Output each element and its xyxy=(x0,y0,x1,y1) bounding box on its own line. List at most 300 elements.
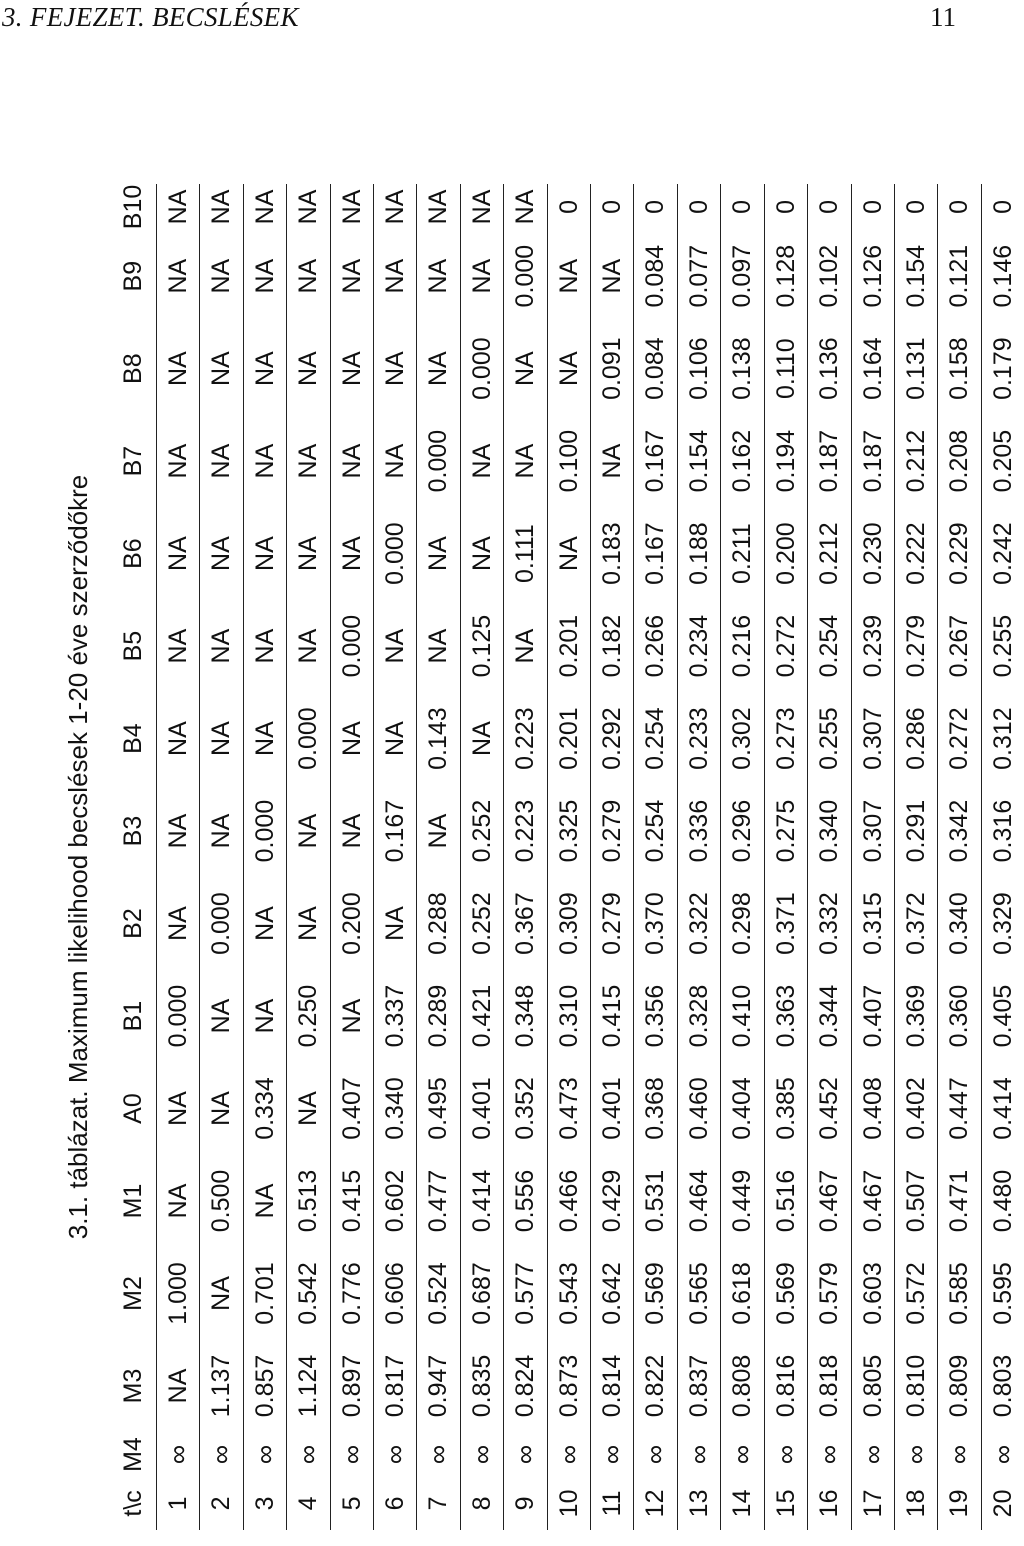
table-cell: 0.200 xyxy=(771,522,800,585)
table-row xyxy=(200,184,243,1530)
infinity-cell: ∞ xyxy=(336,1444,367,1465)
table-cell: NA xyxy=(337,813,366,849)
table-cell: NA xyxy=(424,628,453,664)
table-row xyxy=(677,184,720,1530)
table-cell: 0.414 xyxy=(988,1077,1017,1140)
table-cell: 0.595 xyxy=(988,1262,1017,1325)
table-cell: 0.126 xyxy=(858,244,887,308)
table-row xyxy=(721,184,764,1530)
table-cell: 0.569 xyxy=(641,1262,670,1325)
infinity-cell: ∞ xyxy=(814,1444,845,1465)
table-cell: 0.315 xyxy=(858,892,887,955)
table-cell: NA xyxy=(207,721,236,756)
table-cell: 0.097 xyxy=(728,244,757,308)
table-cell: 1.137 xyxy=(207,1354,236,1418)
table-cell: 0.242 xyxy=(988,522,1017,585)
table-cell: 0.340 xyxy=(945,892,974,955)
table-cell: 0.471 xyxy=(945,1169,974,1233)
table-cell: 0.402 xyxy=(901,1077,930,1140)
table-cell: 0.452 xyxy=(815,1077,844,1140)
table-cell: 0.606 xyxy=(381,1262,410,1325)
table-cell: 0.542 xyxy=(294,1262,323,1325)
table-cell: 0.368 xyxy=(641,1077,670,1140)
table-cell: 0.279 xyxy=(598,892,627,955)
table-cell: 0.179 xyxy=(988,337,1017,400)
table-cell: NA xyxy=(207,1091,236,1126)
row-index-cell: 9 xyxy=(511,1496,540,1511)
table-cell: NA xyxy=(164,1091,192,1126)
table-cell: 0.460 xyxy=(684,1077,713,1140)
table-cell: 0.495 xyxy=(424,1077,453,1140)
table-cell: 0 xyxy=(771,200,800,214)
infinity-cell: ∞ xyxy=(640,1444,671,1465)
table-cell: 0.162 xyxy=(728,429,757,493)
infinity-cell: ∞ xyxy=(249,1444,280,1465)
infinity-cell: ∞ xyxy=(987,1444,1018,1465)
infinity-cell: ∞ xyxy=(683,1444,714,1465)
table-row xyxy=(243,184,286,1530)
table-cell: 0.477 xyxy=(424,1169,453,1233)
table-cell: 0.808 xyxy=(728,1354,757,1418)
table-cell: 0.602 xyxy=(381,1169,410,1233)
table-cell: 0.000 xyxy=(207,892,236,955)
row-index-cell: 11 xyxy=(598,1490,627,1517)
table-cell: 0.410 xyxy=(728,984,757,1048)
table-cell: 0.618 xyxy=(728,1262,757,1325)
table-cell: 0.385 xyxy=(771,1077,800,1140)
table-cell: 0.110 xyxy=(771,338,800,399)
column-header: B5 xyxy=(119,630,147,662)
column-header: B4 xyxy=(119,723,147,754)
table-cell: NA xyxy=(554,536,583,571)
table-cell: 0.230 xyxy=(858,522,887,585)
table-cell: 0.524 xyxy=(424,1262,453,1325)
table-cell: 0.279 xyxy=(901,614,930,678)
table-cell: 0.507 xyxy=(901,1169,930,1233)
table-cell: NA xyxy=(294,628,323,664)
row-index-cell: 12 xyxy=(641,1489,670,1518)
table-cell: NA xyxy=(294,1091,323,1126)
table-row xyxy=(287,184,330,1530)
table-cell: 0.467 xyxy=(858,1169,887,1233)
table-cell: NA xyxy=(207,813,236,849)
table-cell: 0.084 xyxy=(641,337,670,400)
table-cell: 0 xyxy=(728,200,757,214)
table-cell: NA xyxy=(207,443,236,479)
table-cell: 0.158 xyxy=(945,337,974,400)
column-header: A0 xyxy=(119,1093,147,1124)
table-cell: 0.344 xyxy=(815,984,844,1048)
table-cell: NA xyxy=(250,998,279,1034)
table-cell: NA xyxy=(598,443,627,479)
table-cell: 0.805 xyxy=(858,1354,887,1418)
table-cell: 0.138 xyxy=(728,337,757,400)
infinity-cell: ∞ xyxy=(900,1444,931,1465)
table-cell: 0.211 xyxy=(728,523,757,584)
table-cell: NA xyxy=(424,351,453,386)
table-cell: 0.272 xyxy=(771,614,800,678)
table-cell: 0.818 xyxy=(815,1354,844,1418)
table-cell: 0.254 xyxy=(641,707,670,770)
table-cell: 0.447 xyxy=(945,1077,974,1140)
table-row xyxy=(764,184,807,1530)
row-index-cell: 2 xyxy=(207,1496,236,1511)
table-cell: NA xyxy=(294,443,323,479)
table-cell: NA xyxy=(207,998,236,1034)
table-cell: 0.084 xyxy=(641,244,670,308)
table-cell: 0.164 xyxy=(858,337,887,400)
table-cell: 0.897 xyxy=(337,1354,366,1418)
table-cell: NA xyxy=(424,258,453,294)
table-cell: 0.401 xyxy=(598,1077,627,1140)
table-cell: 0.229 xyxy=(945,522,974,585)
table-cell: 0.340 xyxy=(381,1077,410,1140)
table-row xyxy=(374,184,417,1530)
table-cell: NA xyxy=(250,628,279,664)
table-cell: 0.837 xyxy=(684,1354,713,1418)
table-cell: 0.407 xyxy=(337,1077,366,1140)
row-index-cell: 5 xyxy=(337,1496,366,1511)
table-cell: NA xyxy=(250,1183,279,1219)
column-header: B1 xyxy=(119,1000,147,1032)
table-cell: 0.077 xyxy=(684,244,713,308)
table-cell: 0.201 xyxy=(554,707,583,770)
table-cell: 0.367 xyxy=(511,892,540,955)
table-cell: NA xyxy=(164,813,192,849)
table-cell: NA xyxy=(250,721,279,756)
table-cell: 0.250 xyxy=(294,984,323,1048)
table-cell: NA xyxy=(424,189,453,225)
infinity-cell: ∞ xyxy=(770,1444,801,1465)
table-cell: NA xyxy=(337,443,366,479)
table-cell: 0.531 xyxy=(641,1169,670,1233)
table-cell: 0.000 xyxy=(467,337,496,400)
table-cell: NA xyxy=(164,628,192,664)
table-cell: 0.200 xyxy=(337,892,366,955)
table-cell: NA xyxy=(511,189,540,225)
table-cell: 0.291 xyxy=(901,799,930,863)
table-cell: 0.182 xyxy=(598,614,627,678)
table-row xyxy=(938,184,981,1530)
table-cell: 0 xyxy=(858,200,887,214)
table-cell: 0.415 xyxy=(337,1169,366,1233)
table-cell: 0.183 xyxy=(598,522,627,585)
table-cell: 0.146 xyxy=(988,244,1017,308)
row-index-cell: 1 xyxy=(164,1496,192,1511)
table-cell: 0.254 xyxy=(815,614,844,678)
table-cell: 0.579 xyxy=(815,1262,844,1325)
table-cell: 0.205 xyxy=(988,429,1017,493)
table-cell: NA xyxy=(511,351,540,386)
table-row xyxy=(894,184,937,1530)
table-cell: 0.466 xyxy=(554,1169,583,1233)
table-cell: 0.187 xyxy=(858,429,887,493)
table-cell: NA xyxy=(337,351,366,386)
column-header: B10 xyxy=(119,184,147,230)
row-index-cell: 3 xyxy=(250,1496,279,1511)
table-cell: 0.401 xyxy=(467,1077,496,1140)
row-index-cell: 10 xyxy=(554,1489,583,1518)
table-cell: 0 xyxy=(988,200,1017,214)
table-cell: 0.000 xyxy=(164,984,192,1048)
table-cell: 0.212 xyxy=(815,522,844,585)
table-cell: 0.194 xyxy=(771,429,800,493)
table-cell: 0.803 xyxy=(988,1354,1017,1418)
table-cell: 0.125 xyxy=(467,614,496,678)
table-cell: NA xyxy=(250,443,279,479)
table-cell: 0.332 xyxy=(815,892,844,955)
table-row xyxy=(547,184,590,1530)
table-cell: 0.352 xyxy=(511,1077,540,1140)
table-cell: 0.307 xyxy=(858,707,887,770)
table-cell: 0.239 xyxy=(858,614,887,678)
table-cell: 0.111 xyxy=(511,524,540,584)
table-cell: 0.407 xyxy=(858,984,887,1048)
row-index-cell: 8 xyxy=(467,1496,496,1511)
table-cell: 0.286 xyxy=(901,707,930,770)
table-cell: 0.585 xyxy=(945,1262,974,1325)
table-cell: NA xyxy=(511,628,540,664)
page-number: 11 xyxy=(930,2,956,32)
table-cell: 0.822 xyxy=(641,1354,670,1418)
table-caption: 3.1. táblázat. Maximum likelihood becslések 1-20 éve szerződőkre xyxy=(63,474,93,1240)
table-cell: 0.429 xyxy=(598,1169,627,1233)
table-cell: NA xyxy=(250,906,279,941)
column-header: M3 xyxy=(119,1368,147,1404)
table-cell: 0 xyxy=(641,200,670,214)
row-index-cell: 7 xyxy=(424,1496,453,1511)
table-cell: 0.255 xyxy=(988,614,1017,678)
table-cell: NA xyxy=(164,351,192,386)
table-cell: NA xyxy=(554,351,583,386)
table-cell: NA xyxy=(381,189,410,225)
table-cell: 0.516 xyxy=(771,1169,800,1233)
table-cell: 1.124 xyxy=(294,1354,323,1418)
table-cell: 0.348 xyxy=(511,984,540,1048)
table-cell: NA xyxy=(294,351,323,386)
table-cell: 0.000 xyxy=(424,429,453,493)
table-cell: 0.334 xyxy=(250,1077,279,1140)
row-index-cell: 4 xyxy=(294,1496,323,1511)
table-cell: 0.131 xyxy=(901,337,930,400)
table-cell: 0.325 xyxy=(554,799,583,863)
table-cell: 0.252 xyxy=(467,799,496,863)
table-cell: NA xyxy=(164,258,192,294)
table-cell: 0.298 xyxy=(728,892,757,955)
table-body xyxy=(157,184,1024,1530)
table-cell: NA xyxy=(424,536,453,571)
table-cell: 0.223 xyxy=(511,799,540,863)
table-cell: 0.272 xyxy=(945,707,974,770)
table-cell: NA xyxy=(467,189,496,225)
table-cell: NA xyxy=(381,906,410,941)
table-cell: 0.464 xyxy=(684,1169,713,1233)
row-index-cell: 6 xyxy=(381,1496,410,1511)
infinity-cell: ∞ xyxy=(466,1444,497,1465)
table-cell: 0.642 xyxy=(598,1262,627,1325)
table-cell: 0.222 xyxy=(901,522,930,585)
table-row xyxy=(504,184,547,1530)
table-cell: 0.810 xyxy=(901,1354,930,1418)
table-cell: 0.543 xyxy=(554,1262,583,1325)
table-cell: 0.289 xyxy=(424,984,453,1048)
table-cell: 0.188 xyxy=(684,522,713,585)
table-cell: NA xyxy=(381,443,410,479)
running-header xyxy=(0,0,960,40)
table-cell: 1.000 xyxy=(164,1262,192,1325)
table-cell: 0.312 xyxy=(988,707,1017,770)
table-cell: 0.814 xyxy=(598,1354,627,1418)
table-cell: 0.307 xyxy=(858,799,887,863)
table-cell: 0.167 xyxy=(641,429,670,493)
table-cell: 0.208 xyxy=(945,429,974,493)
table-cell: NA xyxy=(294,536,323,571)
table-cell: 0.000 xyxy=(381,522,410,585)
table-cell: 0.816 xyxy=(771,1354,800,1418)
table-cell: 0.363 xyxy=(771,984,800,1048)
table-cell: 0.513 xyxy=(294,1169,323,1233)
table-cell: 0.288 xyxy=(424,892,453,955)
table-cell: 0.309 xyxy=(554,892,583,955)
table-cell: NA xyxy=(207,189,236,225)
table-cell: NA xyxy=(250,536,279,571)
table-cell: NA xyxy=(294,813,323,849)
table-cell: 0.234 xyxy=(684,614,713,678)
table-cell: 0.565 xyxy=(684,1262,713,1325)
table-cell: 0.337 xyxy=(381,984,410,1048)
table-cell: 0.000 xyxy=(337,614,366,678)
table-cell: 0.100 xyxy=(554,429,583,493)
table-cell: 0.128 xyxy=(771,244,800,308)
table-cell: 0.255 xyxy=(815,707,844,770)
table-cell: NA xyxy=(294,906,323,941)
table-cell: 0.296 xyxy=(728,799,757,863)
table-cell: NA xyxy=(337,721,366,756)
table-cell: 0.275 xyxy=(771,799,800,863)
column-header: M2 xyxy=(119,1276,147,1311)
table-cell: 0 xyxy=(598,200,627,214)
table-cell: NA xyxy=(164,536,192,571)
column-header: M1 xyxy=(119,1183,147,1219)
table-row xyxy=(634,184,677,1530)
table-cell: 0.776 xyxy=(337,1262,366,1325)
table-cell: 0.701 xyxy=(250,1262,279,1325)
table-cell: 0.310 xyxy=(554,984,583,1048)
column-header: B2 xyxy=(119,908,147,939)
row-index-cell: 15 xyxy=(771,1489,800,1518)
rotated-table-block xyxy=(50,184,1018,1530)
table-cell: NA xyxy=(381,351,410,386)
table-cell: NA xyxy=(554,258,583,294)
table-cell: NA xyxy=(467,536,496,571)
table-cell: 0.480 xyxy=(988,1169,1017,1233)
table-cell: NA xyxy=(207,628,236,664)
table-cell: 0.292 xyxy=(598,707,627,770)
table-cell: 0.408 xyxy=(858,1077,887,1140)
table-cell: NA xyxy=(207,536,236,571)
table-row xyxy=(460,184,503,1530)
table-cell: 0.340 xyxy=(815,799,844,863)
table-cell: 0.414 xyxy=(467,1169,496,1233)
table-cell: NA xyxy=(381,258,410,294)
table-cell: NA xyxy=(467,443,496,479)
row-index-cell: 13 xyxy=(684,1489,713,1518)
table-cell: NA xyxy=(164,1368,192,1404)
table-cell: 0.835 xyxy=(467,1354,496,1418)
table-row xyxy=(981,184,1024,1530)
table-cell: NA xyxy=(337,258,366,294)
table-cell: 0 xyxy=(901,200,930,214)
table-row xyxy=(417,184,460,1530)
row-index-cell: 17 xyxy=(858,1489,887,1518)
table-cell: 0.167 xyxy=(641,522,670,585)
table-cell: 0.947 xyxy=(424,1354,453,1418)
table-cell: 0.857 xyxy=(250,1354,279,1418)
table-cell: 0.000 xyxy=(250,799,279,863)
table-cell: 0.091 xyxy=(598,337,627,400)
table-cell: NA xyxy=(207,1276,236,1311)
table-cell: 0.266 xyxy=(641,614,670,678)
column-header: B9 xyxy=(119,260,147,292)
table-cell: 0.000 xyxy=(294,707,323,770)
table-cell: NA xyxy=(381,628,410,664)
table-cell: 0.336 xyxy=(684,799,713,863)
table-row xyxy=(808,184,851,1530)
table-cell: 0.328 xyxy=(684,984,713,1048)
table-cell: 0.121 xyxy=(945,244,974,308)
table-cell: NA xyxy=(294,189,323,225)
table-cell: 0.603 xyxy=(858,1262,887,1325)
row-index-cell: 18 xyxy=(901,1489,930,1518)
table-cell: NA xyxy=(337,536,366,571)
table-row xyxy=(851,184,894,1530)
table-cell: NA xyxy=(250,258,279,294)
table-cell: 0.404 xyxy=(728,1077,757,1140)
table-cell: NA xyxy=(164,906,192,941)
table-cell: 0.187 xyxy=(815,429,844,493)
table-cell: 0.254 xyxy=(641,799,670,863)
table-cell: NA xyxy=(337,189,366,225)
table-cell: NA xyxy=(164,1183,192,1219)
table-cell: 0.817 xyxy=(381,1354,410,1418)
column-header: B6 xyxy=(119,538,147,569)
table-cell: NA xyxy=(250,189,279,225)
table-cell: 0.473 xyxy=(554,1077,583,1140)
table-cell: 0.372 xyxy=(901,892,930,955)
table-cell: NA xyxy=(164,189,192,225)
table-cell: 0.577 xyxy=(511,1262,540,1325)
infinity-cell: ∞ xyxy=(857,1444,888,1465)
table-cell: 0.824 xyxy=(511,1354,540,1418)
table-cell: 0.000 xyxy=(511,244,540,308)
infinity-cell: ∞ xyxy=(727,1444,758,1465)
table-cell: 0 xyxy=(684,200,713,214)
row-index-cell: 20 xyxy=(988,1489,1017,1518)
table-cell: 0.223 xyxy=(511,707,540,770)
table-cell: 0.167 xyxy=(381,799,410,863)
column-header: B3 xyxy=(119,815,147,847)
table-cell: 0.873 xyxy=(554,1354,583,1418)
table-cell: 0.136 xyxy=(815,337,844,400)
column-header: M4 xyxy=(119,1437,147,1472)
table-header-row xyxy=(110,184,157,1530)
table-cell: 0.252 xyxy=(467,892,496,955)
table-cell: 0.143 xyxy=(424,707,453,770)
row-index-cell: 19 xyxy=(945,1489,974,1518)
table-cell: 0.421 xyxy=(467,984,496,1048)
table-cell: 0.569 xyxy=(771,1262,800,1325)
table-cell: NA xyxy=(424,813,453,849)
